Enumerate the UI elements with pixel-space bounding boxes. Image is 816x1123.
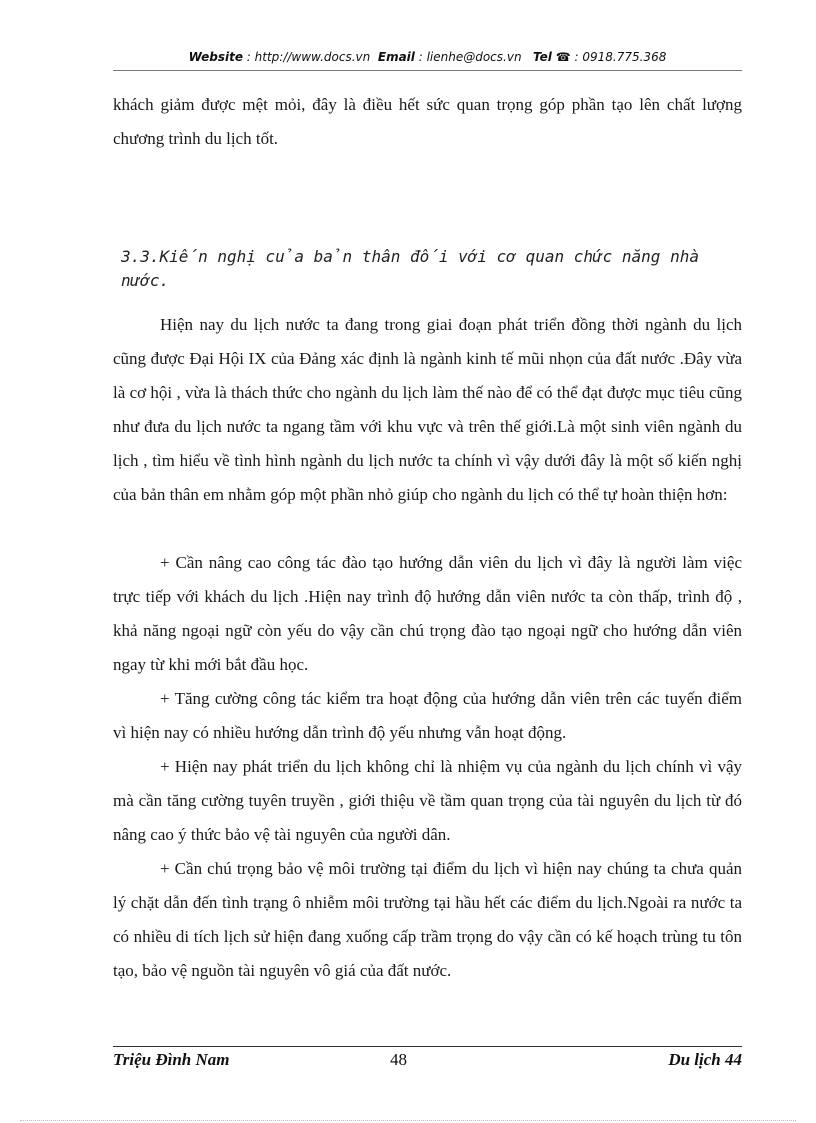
tel-value: : 0918.775.368 [570, 50, 667, 64]
section-heading: 3.3.Kiến nghị của bản thân đối với cơ quan chức năng nhà nước. [121, 247, 699, 290]
tel-label: Tel [533, 50, 552, 64]
page-header [113, 50, 742, 70]
author-name: Triệu Đình Nam [113, 1050, 230, 1069]
paragraph-recommendation-4: + Cần chú trọng bảo vệ môi trường tại điểm du lịch vì hiện nay chúng ta chưa quản lý chặt dẫn đến tình trạng ô nhiễm môi trường tại hầu hết các điểm du lịch.Ngoài ra nước ta có nhiều di tích lịch sử hiện đang xuống cấp trầm trọng do vậy cần có kế hoạch trùng tu tôn tạo, bảo vệ nguồn tài nguyên vô giá của đất nước. [113, 859, 742, 980]
email-value: : lienhe@docs.vn [414, 50, 522, 64]
paragraph-continued: khách giảm được mệt mỏi, đây là điều hết sức quan trọng góp phần tạo lên chất lượng chương trình du lịch tốt. [113, 95, 742, 148]
paragraph-recommendation-1: + Cần nâng cao công tác đào tạo hướng dẫn viên du lịch vì đây là người làm việc trực tiếp với khách du lịch .Hiện nay trình độ hướng dẫn viên nước ta còn thấp, trình độ , khả năng ngoại ngữ còn yếu do vậy cần chú trọng đào tạo ngoại ngữ cho hướng dẫn viên ngay từ khi mới bắt đầu học. [113, 553, 742, 674]
email-label: Email [377, 50, 415, 64]
website-value: : http://www.docs.vn [242, 50, 371, 64]
website-label: Website [188, 50, 243, 64]
telephone-icon: ☎ [555, 50, 571, 64]
page-number: 48 [390, 1050, 407, 1069]
course-name: Du lịch 44 [668, 1050, 742, 1069]
paragraph-intro: Hiện nay du lịch nước ta đang trong giai đoạn phát triển đồng thời ngành du lịch cũng được Đại Hội IX của Đảng xác định là ngành kinh tế mũi nhọn của đất nước .Đây vừa là cơ hội , vừa là thách thức cho ngành du lịch làm thế nào để có thể đạt được mục tiêu cũng như đưa du lịch nước ta ngang tầm với khu vực và trên thế giới.Là một sinh viên ngành du lịch , tìm hiểu về tình hình ngành du lịch nước ta chính vì vậy dưới đây là một số kiến nghị của bản thân em nhằm góp một phần nhỏ giúp cho ngành du lịch có thể tự hoàn thiện hơn: [113, 315, 742, 504]
footer-rule [113, 1046, 742, 1047]
header-rule [113, 70, 742, 71]
paragraph-recommendation-2: + Tăng cường công tác kiểm tra hoạt động của hướng dẫn viên trên các tuyến điểm vì hiện nay có nhiều hướng dẫn trình độ yếu nhưng vẫn hoạt động. [113, 689, 742, 742]
page-footer [113, 1050, 742, 1074]
page-edge-divider [20, 1120, 796, 1121]
paragraph-recommendation-3: + Hiện nay phát triển du lịch không chỉ là nhiệm vụ của ngành du lịch chính vì vậy mà cần tăng cường tuyên truyền , giới thiệu về tầm quan trọng của tài nguyên du lịch từ đó nâng cao ý thức bảo vệ tài nguyên của người dân. [113, 757, 742, 844]
